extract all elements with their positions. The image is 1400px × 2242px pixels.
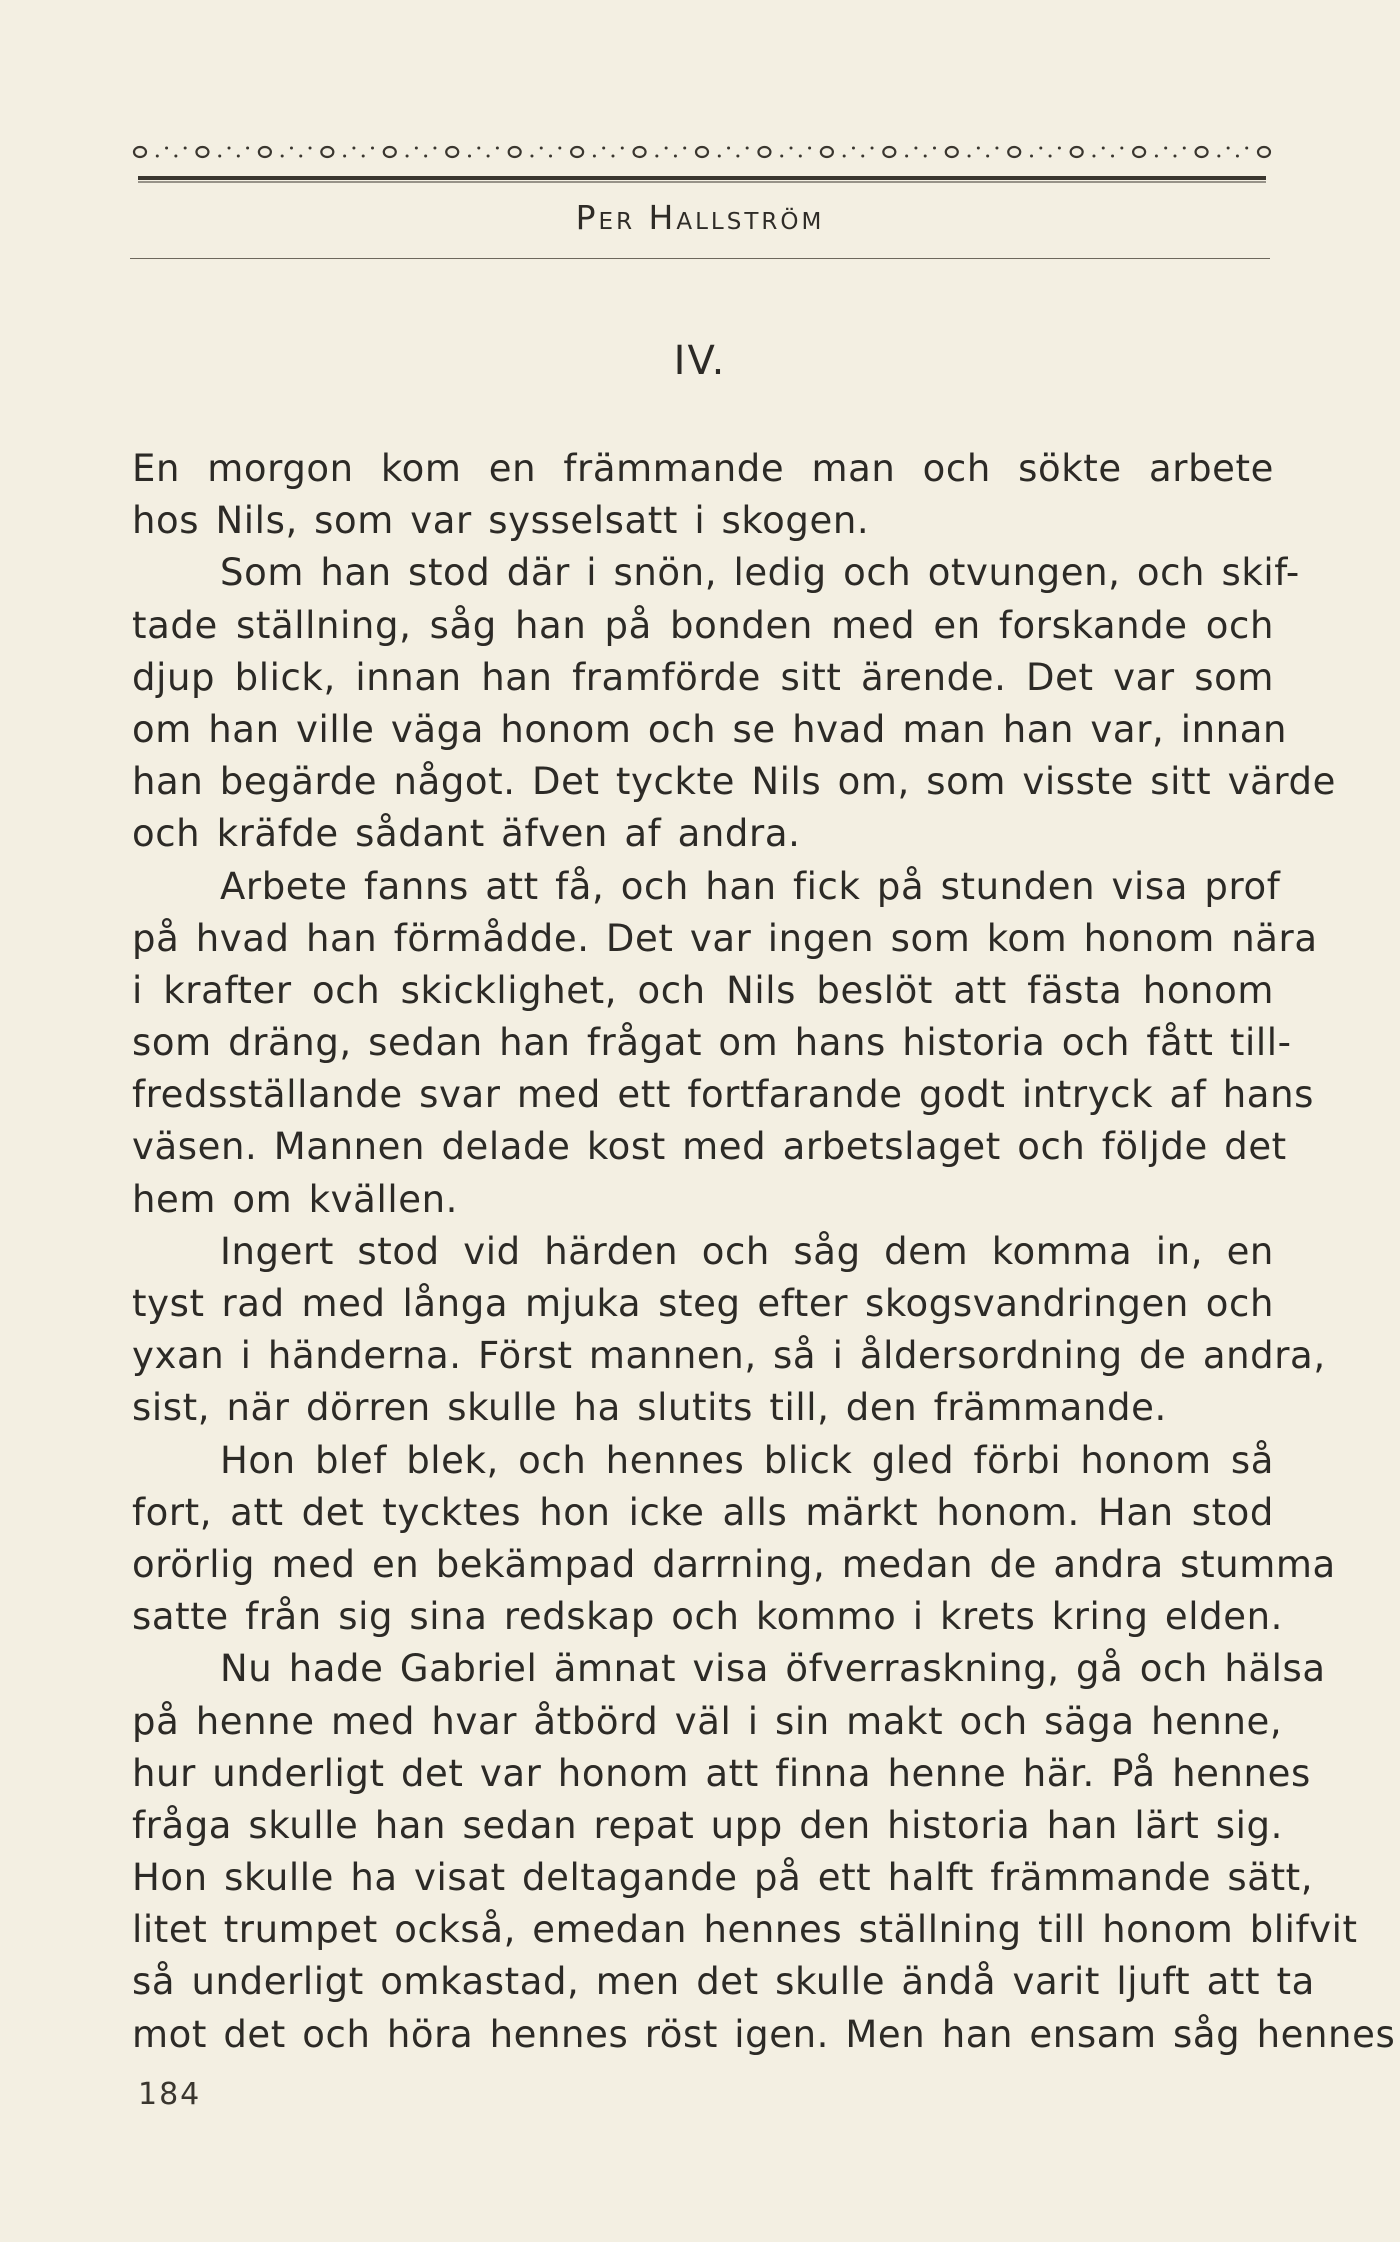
chain-dot	[218, 155, 221, 158]
chain-dot	[736, 155, 739, 158]
chain-dot	[1164, 147, 1167, 150]
chain-dot	[995, 147, 998, 150]
text-line: Arbete fanns att få, och han fick på stunden visa prof	[220, 864, 1281, 908]
chain-dot	[986, 155, 989, 158]
text-line: så underligt omkastad, men det skulle ändå varit ljuft att ta	[132, 1960, 1315, 2004]
chain-dot	[790, 147, 793, 150]
chain-ring	[1133, 147, 1145, 157]
text-line: fredsställande svar med ett fortfarande godt intryck af hans	[132, 1073, 1315, 1117]
chain-dot	[1111, 155, 1114, 158]
text-line: litet trumpet också, emedan hennes ställning till honom blifvit	[132, 1908, 1358, 1952]
chain-ring	[259, 147, 271, 157]
chain-dot	[746, 147, 749, 150]
chain-dot	[477, 147, 480, 150]
chain-dot	[1030, 155, 1033, 158]
chain-dot	[1039, 147, 1042, 150]
chain-dot	[1092, 155, 1095, 158]
text-line: tyst rad med långa mjuka steg efter skogsvandringen och	[132, 1282, 1274, 1325]
chain-dot	[281, 155, 284, 158]
chain-dot	[362, 155, 365, 158]
chain-dot	[1058, 147, 1061, 150]
text-line: fråga skulle han sedan repat upp den historia han lärt sig.	[132, 1803, 1283, 1847]
chain-dot	[487, 155, 490, 158]
chain-ring	[696, 147, 708, 157]
chain-dot	[1245, 147, 1248, 150]
chain-dot	[290, 147, 293, 150]
text-line: på hvad han förmådde. Det var ingen som kom honom nära	[132, 916, 1318, 960]
chain-dot	[593, 155, 596, 158]
chain-dot	[1217, 155, 1220, 158]
chain-dot	[237, 155, 240, 158]
chain-dot	[1120, 147, 1123, 150]
chain-ring	[946, 147, 958, 157]
chain-dot	[174, 155, 177, 158]
text-line: fort, att det tycktes hon icke alls märkt honom. Han stod	[132, 1490, 1274, 1534]
page-number: 184	[138, 2077, 202, 2112]
chain-ring	[758, 147, 770, 157]
text-line: satte från sig sina redskap och kommo i krets kring elden.	[132, 1595, 1283, 1639]
chain-dot	[496, 147, 499, 150]
decorative-chain-border	[128, 130, 1276, 190]
chain-dot	[415, 147, 418, 150]
text-line: yxan i händerna. Först mannen, så i åldersordning de andra,	[132, 1334, 1326, 1378]
chain-dot	[611, 155, 614, 158]
chain-dot	[468, 155, 471, 158]
text-line: mot det och höra hennes röst igen. Men han ensam såg hennes	[132, 2012, 1396, 2056]
chain-dot	[1236, 155, 1239, 158]
chain-ring	[446, 147, 458, 157]
chain-dot	[184, 147, 187, 150]
chain-dot	[683, 147, 686, 150]
chain-ring	[821, 147, 833, 157]
chain-dot	[808, 147, 811, 150]
chain-dot	[914, 147, 917, 150]
chain-dot	[558, 147, 561, 150]
chain-dot	[977, 147, 980, 150]
chain-ring	[196, 147, 208, 157]
chain-dot	[406, 155, 409, 158]
chain-dot	[343, 155, 346, 158]
text-line: om han ville väga honom och se hvad man han var, innan	[132, 707, 1288, 751]
text-line: Ingert stod vid härden och såg dem komma in, en	[220, 1229, 1274, 1273]
chain-dot	[968, 155, 971, 158]
text-line: hos Nils, som var sysselsatt i skogen.	[132, 499, 870, 543]
chain-dot	[530, 155, 533, 158]
chain-dot	[1227, 147, 1230, 150]
chain-dot	[433, 147, 436, 150]
chain-dot	[933, 147, 936, 150]
header-rule	[130, 258, 1270, 259]
text-line: väsen. Mannen delade kost med arbetslaget och följde det	[132, 1125, 1287, 1169]
chain-ring	[1196, 147, 1208, 157]
chain-ring	[634, 147, 646, 157]
text-line: Som han stod där i snön, ledig och otvungen, och skif-	[220, 551, 1300, 595]
chain-dot	[1183, 147, 1186, 150]
chain-dot	[674, 155, 677, 158]
text-line: En morgon kom en främmande man och sökte arbete	[132, 447, 1274, 490]
chain-dot	[718, 155, 721, 158]
chain-ring	[321, 147, 333, 157]
chain-ring	[509, 147, 521, 157]
text-line: hur underligt det var honom att finna henne här. På hennes	[132, 1751, 1311, 1795]
chain-dot	[1102, 147, 1105, 150]
chain-dot	[352, 147, 355, 150]
chain-dot	[246, 147, 249, 150]
chain-dot	[309, 147, 312, 150]
text-line: sist, när dörren skulle ha slutits till, den främmande.	[132, 1386, 1167, 1430]
chain-ring	[1258, 147, 1270, 157]
chain-ring	[384, 147, 396, 157]
text-line: Hon skulle ha visat deltagande på ett halft främmande sätt,	[132, 1856, 1314, 1900]
text-line: på henne med hvar åtbörd väl i sin makt och säga henne,	[132, 1699, 1283, 1743]
chapter-number: IV.	[673, 338, 727, 384]
chain-dot	[843, 155, 846, 158]
chain-dot	[905, 155, 908, 158]
chain-dot	[540, 147, 543, 150]
running-head: Per Hallström	[575, 198, 825, 237]
chain-dot	[1155, 155, 1158, 158]
chain-dot	[299, 155, 302, 158]
chain-dot	[156, 155, 159, 158]
text-line: hem om kvällen.	[132, 1177, 458, 1221]
chain-dot	[1173, 155, 1176, 158]
chain-dot	[655, 155, 658, 158]
chain-dot	[228, 147, 231, 150]
chain-dot	[1049, 155, 1052, 158]
chain-ring	[1008, 147, 1020, 157]
chain-dot	[602, 147, 605, 150]
text-line: som dräng, sedan han frågat om hans historia och fått till-	[132, 1021, 1292, 1065]
text-line: orörlig med en bekämpad darrning, medan de andra stumma	[132, 1542, 1336, 1586]
text-line: tade ställning, såg han på bonden med en forskande och	[132, 603, 1274, 647]
chain-dot	[861, 155, 864, 158]
text-line: och kräfde sådant äfven af andra.	[132, 812, 801, 856]
text-line: djup blick, innan han framförde sitt ärende. Det var som	[132, 655, 1274, 699]
text-line: i krafter och skicklighet, och Nils beslöt att fästa honom	[132, 968, 1274, 1012]
chain-dot	[924, 155, 927, 158]
chain-dot	[165, 147, 168, 150]
text-line: han begärde något. Det tyckte Nils om, som visste sitt värde	[132, 760, 1336, 804]
chain-dot	[665, 147, 668, 150]
chain-dot	[852, 147, 855, 150]
chain-dot	[799, 155, 802, 158]
chain-ring	[571, 147, 583, 157]
chain-dot	[780, 155, 783, 158]
text-line: Nu hade Gabriel ämnat visa öfverraskning, gå och hälsa	[220, 1647, 1326, 1691]
chain-dot	[621, 147, 624, 150]
chain-ring	[1071, 147, 1083, 157]
chain-dot	[371, 147, 374, 150]
text-line: Hon blef blek, och hennes blick gled förbi honom så	[220, 1438, 1274, 1482]
chain-ring	[883, 147, 895, 157]
chain-dot	[549, 155, 552, 158]
chain-ring	[134, 147, 146, 157]
chain-dot	[424, 155, 427, 158]
chain-dot	[727, 147, 730, 150]
body-text	[132, 443, 1396, 2061]
chain-dot	[871, 147, 874, 150]
